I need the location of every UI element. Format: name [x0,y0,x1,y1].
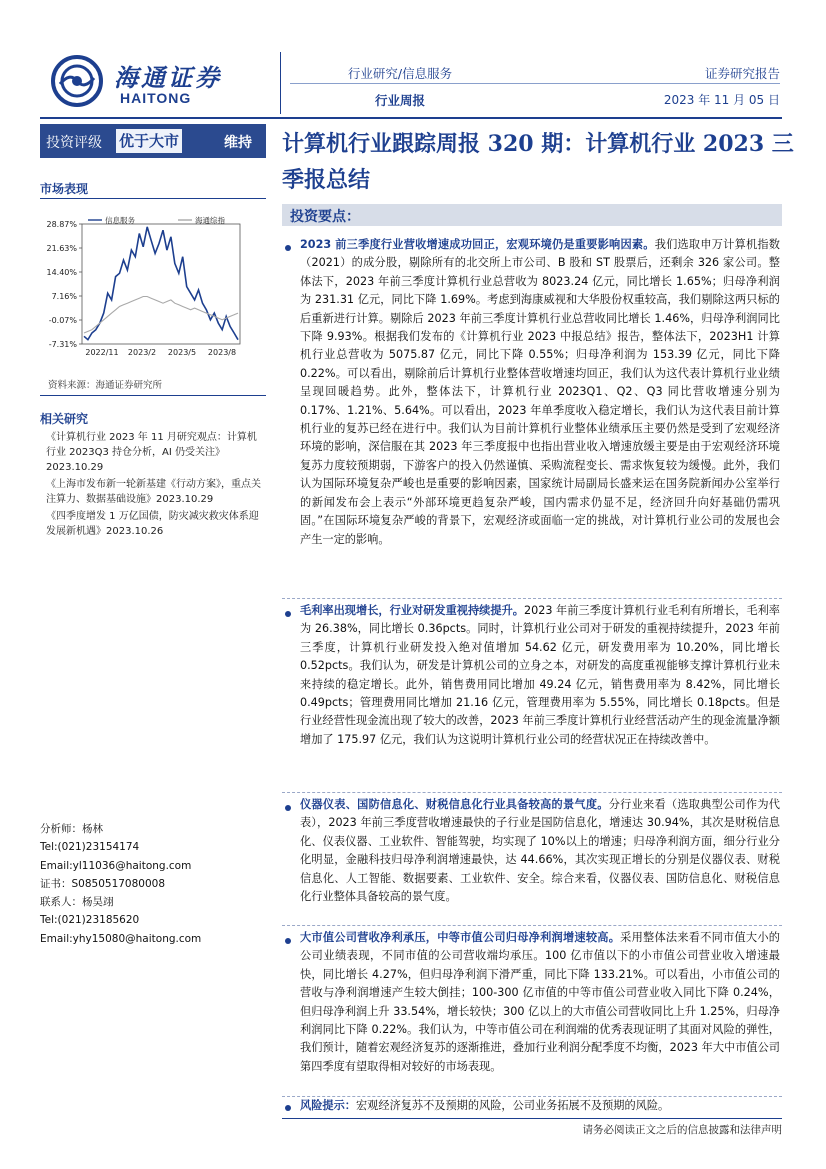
key-points-heading: 投资要点： [290,209,360,225]
logo-chinese-name: 海通证券 [114,63,222,92]
chart-frame [82,224,240,344]
key-point-text: 2023 年前三季度计算机行业毛利有所增长，毛利率为 26.38%，同比增长 0.36pcts。同时，计算机行业公司对于研发的重视持续提升，2023 年前三季度，计算机行业研发投入绝对值增加 54.62 亿元，研发费用率为 10.20%，同比增长 0.52pcts。我们认为，研发是计算机公司的立身之本，对研发的高度重视能够支撑计算机行业未来持续的稳定增长。此外，销售费用同比增加 49.24 亿元，销售费用率为 8.42%，同比增长 0.49pcts；管理费用同比增加 21.16 亿元，管理费用率为 5.55%，同比增长 0.18pcts。但是行业经营性现金流出现了较大的改善，2023 年前三季度计算机行业经营活动产生的现金流量净额增加了 175.97 亿元，我们认为这说明计算机行业公司的经营状况正在持续改善中。 [300,604,780,746]
x-tick-label: 2023/8 [207,348,237,357]
analyst-tel: Tel:(021)23154174 [40,841,140,854]
separator [282,1096,782,1097]
y-tick-label: 7.16% [51,292,77,301]
key-point-text: 我们选取申万计算机指数（2021）的成分股，剔除所有的北交所上市公司、B 股和 ST 股票后，还剩余 326 家公司。整体法下，2023 年前三季度计算机行业总营收为 8023.24 亿元，同比增长 1.65%；归母净利润为 231.31 亿元，同比下降 1.69%。考虑到海康威视和大华股份权重较高，我们剔除这两只标的后重新进行计算。剔除后 2023 年前三季度计算机行业总营收同比增长 1.46%，归母净利润同比下降 9.93%。根据我们发布的《计算机行业 2023 中报总结》报告，整体法下，2023H1 计算机行业总营收为 5075.87 亿元，同比下降 0.55%；归母净利润为 153.39 亿元，同比下降 0.22%。可以看出，剔除前后计算机行业整体营收增速均回正，我们认为这代表计算机行业业绩呈现回暖趋势。此外，整体法下，计算机行业 2023Q1、Q2、Q3 同比营收增速分别为 0.17%、1.21%、5.64%。可以看出，2023 年单季度收入稳定增长，我们认为这代表目前计算机行业的复苏已经在进行中。我们认为目前计算机行业整体业绩承压主要仍然是受到了宏观经济环境的影响，深信服在其 2023 年三季度报中也指出营业收入增速放缓主要是由于宏观经济环境复苏力度较预期弱，下游客户的投入仍然谨慎、采购流程变长、需求恢复较为缓慢。此外，我们认为国际环境复杂严峻也是重要的影响因素，国家统计局副局长盛来运在国务院新闻办公室举行的新闻发布会上表示“外部环境更趋复杂严峻，国内需求仍显不足，经济回升向好基础仍需巩固。”在国际环境复杂严峻的背景下，宏观经济或面临一定的挑战，对计算机行业公司的发展也会产生一定的影响。 [300,238,780,546]
y-tick-label: 21.63% [46,244,77,253]
report-category: 行业研究/信息服务 [347,66,453,81]
key-point-1 [300,236,780,549]
bullet-icon [285,1105,291,1111]
key-point-lead: 仪器仪表、国防信息化、财税信息化行业具备较高的景气度。 [300,798,609,811]
analyst-cert: 证书：S0850517080008 [40,877,166,890]
key-point-4 [300,929,780,1076]
key-point-3 [300,796,780,906]
contact-name: 联系人：杨昊翊 [40,896,114,909]
market-heading: 市场表现 [40,182,89,196]
y-tick-label: 14.40% [46,268,77,277]
footer-disclaimer[interactable]: 请务必阅读正文之后的信息披露和法律声明 [582,1124,782,1136]
report-kind: 证券研究报告 [704,66,780,81]
legend-label: 海通综指 [195,216,225,225]
x-tick-label: 2022/11 [85,348,119,357]
key-point-text: 采用整体法来看不同市值大小的公司业绩表现，不同市值的公司营收端均承压。100 亿市值以下的小市值公司营业收入增速最快，同比增长 4.27%，但归母净利润下滑严重，同比下降 133.21%。可以看出，小市值公司的营收与净利润增速产生较大倒挂；100-300 亿市值的中等市值公司营业收入同比下降 0.24%，但归母净利润上升 33.54%，增长较快；300 亿以上的大市值公司营收同比上升 1.25%，归母净利润同比下降 0.22%。我们认为，中等市值公司在利润端的优秀表现证明了其面对风险的弹性，我们预计，随着宏观经济复苏的逐渐推进，叠加行业利润分配季度不均衡，2023 年大中市值公司第四季度有望取得相对较好的市场表现。 [300,931,780,1073]
key-point-lead: 2023 前三季度行业营收增速成功回正，宏观环境仍是重要影响因素。 [300,238,655,251]
investment-rating-box [40,124,266,158]
rating-value: 优于大市 [116,129,182,153]
y-tick-label: 28.87% [46,220,77,229]
analyst-email[interactable]: Email:yl11036@haitong.com [40,859,192,872]
analyst-contacts [40,820,266,948]
logo-english-name: HAITONG [120,90,192,106]
header-mid-rule [290,83,780,84]
key-point-lead: 大市值公司营收净利承压，中等市值公司归母净利润增速较高。 [300,931,621,944]
y-tick-label: -0.07% [48,316,77,325]
bullet-icon [285,805,291,811]
analyst-name: 分析师：杨林 [40,823,103,835]
bullet-icon [285,938,291,944]
legend-label: 信息服务 [105,216,135,225]
bullet-icon [285,245,291,251]
related-item[interactable]: 《四季度增发 1 万亿国债，防灾减灾救灾体系迎发展新机遇》2023.10.26 [46,511,259,537]
bullet-icon [285,611,291,617]
header-rule [40,117,782,119]
header-divider [280,52,281,114]
risk-text: 宏观经济复苏不及预期的风险，公司业务拓展不及预期的风险。 [355,1099,670,1112]
related-research-list [46,430,266,539]
report-date: 2023 年 11 月 05 日 [663,93,780,107]
risk-warning [300,1098,780,1114]
page-title: 计算机行业跟踪周报 320 期：计算机行业 2023 三季报总结 [282,131,794,193]
market-performance-chart [40,210,266,365]
related-item[interactable]: 《上海市发布新一轮新基建《行动方案》，重点关注算力、数据基础设施》2023.10.29 [46,479,261,505]
related-heading: 相关研究 [40,412,89,426]
risk-lead: 风险提示： [300,1099,356,1112]
market-rule [40,198,266,199]
report-type: 行业周报 [374,93,425,108]
rating-action: 维持 [224,135,252,151]
x-tick-label: 2023/2 [127,348,157,357]
contact-tel: Tel:(021)23185620 [40,914,140,927]
separator [282,792,782,793]
separator [282,925,782,926]
y-tick-label: -7.31% [48,340,77,349]
key-point-2 [300,602,780,749]
related-item[interactable]: 《计算机行业 2023 年 11 月研究观点：计算机行业 2023Q3 持仓分析，AI 仍受关注》2023.10.29 [46,432,257,473]
contact-email[interactable]: Email:yhy15080@haitong.com [40,932,202,945]
chart-source: 资料来源：海通证券研究所 [48,380,163,391]
rating-label: 投资评级 [46,135,102,151]
key-point-text: 分行业来看（选取典型公司作为代表），2023 年前三季度营收增速最快的子行业是国防信息化，增速达 30.94%，其次是财税信息化、仪表仪器、工业软件、智能驾驶，均实现了 10%以上的增速；归母净利润方面，细分行业分化明显，金融科技归母净利润增速最快，达 44.66%，其次实现正增长的分别是仪器仪表、财税信息化、人工智能、数据要素、工业软件、安全。综合来看，仪器仪表、国防信息化、财税信息化行业整体具备较高的景气度。 [300,798,780,904]
source-rule [40,395,266,396]
key-point-lead: 毛利率出现增长，行业对研发重视持续提升。 [300,604,524,617]
series-line-info-services [84,227,238,340]
footer-rule [282,1118,782,1119]
key-points-banner [282,204,782,226]
x-tick-label: 2023/5 [167,348,197,357]
separator [282,598,782,599]
haitong-logo-icon [50,54,104,108]
